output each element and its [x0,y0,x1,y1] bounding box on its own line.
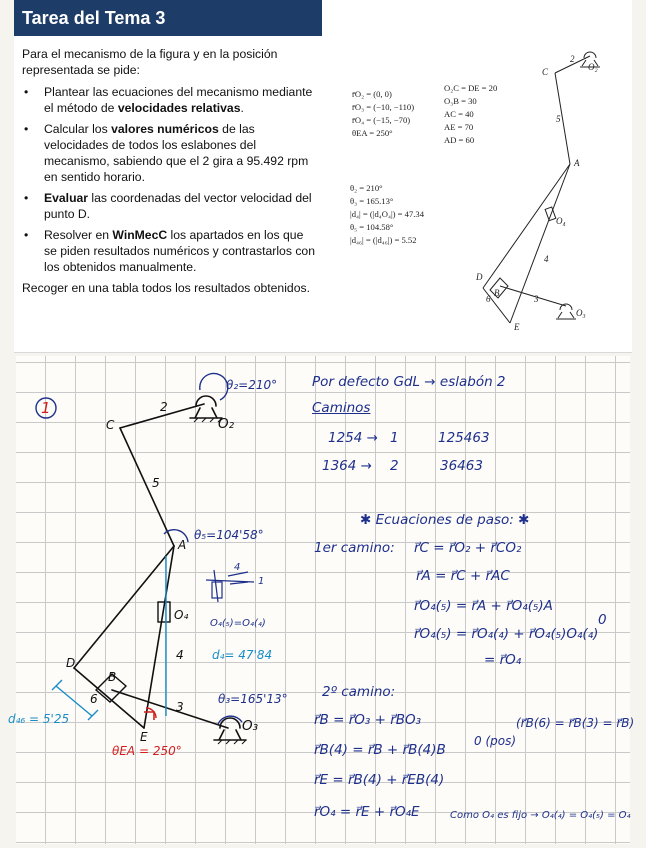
o4-identity: O₄(₅)=O₄(₄) [210,618,266,629]
equation-1: r⃗C = r⃗O₂ + r⃗CO₂ [414,540,522,556]
problem-statement-slide [14,0,632,353]
gdl-note: Por defecto GdL → eslabón 2 [312,374,506,390]
path-1-num: 1 [390,430,399,446]
label-link5: 5 [556,114,561,124]
theta3-label: θ₃=165'13° [218,692,288,706]
label-a: A [574,158,580,168]
c-label: C [106,418,115,432]
theta-ea-label: θEA = 250° [112,744,182,758]
link3-label: 3 [176,700,184,714]
path-2-num: 2 [390,458,399,474]
task-list [22,84,318,275]
equation-2: r⃗A = r⃗C + r⃗AC [416,568,510,584]
equation-9: r⃗O₄ = r⃗E + r⃗O₄E [314,804,420,820]
param: AC = 40 [444,109,474,119]
equation-6: r⃗B = r⃗O₃ + r⃗BO₃ [314,712,422,728]
camino-1-label: 1er camino: [314,540,395,556]
path-1-result: 125463 [438,430,490,446]
label-link3: 3 [534,294,539,304]
theta2-label: θ₂=210° [226,378,278,392]
link4-label: 4 [176,648,184,662]
inset-1: 1 [258,576,265,587]
slide-closing: Recoger en una tabla todos los resultados obtenidos. [22,281,310,295]
equation-4: r⃗O₄(₅) = r⃗O₄(₄) + r⃗O₄(₅)O₄(₄) [414,626,599,642]
b-label: B [108,670,117,684]
task-item: • Resolver en WinMecC los apartados en los que se piden resultados numéricos y contrastarlos con los obtenidos manualmente. [22,227,318,275]
label-o4: O₄ [556,216,566,226]
inset-4: 4 [234,562,241,573]
o4-label: O₄ [174,608,189,622]
equation-4-zero: 0 [598,612,607,628]
path-2: 1364 → [322,458,372,474]
label-o3: O₃ [576,308,586,318]
task-item: • Evaluar las coordenadas del vector velocidad del punto D. [22,190,318,222]
link5-label: 5 [152,476,160,490]
o2-label: O₂ [218,416,235,432]
equation-6-note: (r⃗B(6) = r⃗B(3) = r⃗B) [516,716,635,730]
param: O₂C = DE = 20 [444,83,498,93]
param: AD = 60 [444,135,475,145]
link2-label: 2 [160,400,168,414]
slide-intro: Para el mecanismo de la figura y en la posición representada se pide: [22,47,278,77]
exercise-number: 1 [41,399,51,417]
result: θ₅ = 104.58° [350,222,394,232]
task-item: • Calcular los valores numéricos de las velocidades de todos los eslabones del mecanismo, sabiendo que el 2 gira a 95.492 rpm en sentido horario. [22,121,318,185]
result: |d₄| = (|d₄O₄|) = 47.34 [350,209,425,219]
handwritten-notes [8,356,635,844]
link6-label: 6 [90,692,98,706]
path-1: 1254 → [328,430,378,446]
mechanism-diagram [438,40,628,340]
d-label: D [66,656,76,670]
result: |d₄₆| = (|d₄₆|) = 5.52 [350,235,417,245]
label-c: C [542,67,549,77]
param: O₃B = 30 [444,96,477,106]
theta5-label: θ₅=104'58° [194,528,264,542]
slide-text [22,46,318,302]
equation-3: r⃗O₄(₅) = r⃗A + r⃗O₄(₅)A [414,598,553,614]
equation-5: = r⃗O₄ [484,652,522,668]
a-label: A [178,538,187,552]
label-link6: 6 [486,294,491,304]
param: r̄O₃ = (−10, −110) [352,102,415,112]
slide-title: Tarea del Tema 3 [14,0,322,36]
caminos-heading: Caminos [312,400,371,416]
result: θ₃ = 165.13° [350,196,394,206]
d4-dimension: d₄= 47'84 [212,648,273,662]
label-e: E [514,322,520,332]
equations-heading: ✱ Ecuaciones de paso: ✱ [360,512,530,528]
param: AE = 70 [444,122,474,132]
equation-7: r⃗B(4) = r⃗B + r⃗B(4)B [314,742,446,758]
equation-7-note: 0 (pos) [474,734,517,748]
e-label: E [140,730,148,744]
d46-dimension: d₄₆ = 5'25 [8,712,70,726]
param: r̄O₂ = (0, 0) [352,89,392,99]
equation-8: r⃗E = r⃗B(4) + r⃗EB(4) [314,772,445,788]
result: θ₂ = 210° [350,183,383,193]
equation-9-note: Como O₄ es fijo → O₄(₄) = O₄(₅) = O₄ [450,810,631,821]
label-d: D [476,272,483,282]
label-o2: O₂ [588,62,598,72]
o3-label: O₃ [242,718,259,734]
param: θEA = 250° [352,128,393,138]
param: r̄O₄ = (−15, −70) [352,115,411,125]
task-item: • Plantear las ecuaciones del mecanismo mediante el método de velocidades relativas. [22,84,318,116]
label-link4: 4 [544,254,549,264]
label-link2: 2 [570,54,575,64]
label-b: B [494,288,500,298]
camino-2-label: 2º camino: [322,684,396,700]
path-2-result: 36463 [440,458,483,474]
